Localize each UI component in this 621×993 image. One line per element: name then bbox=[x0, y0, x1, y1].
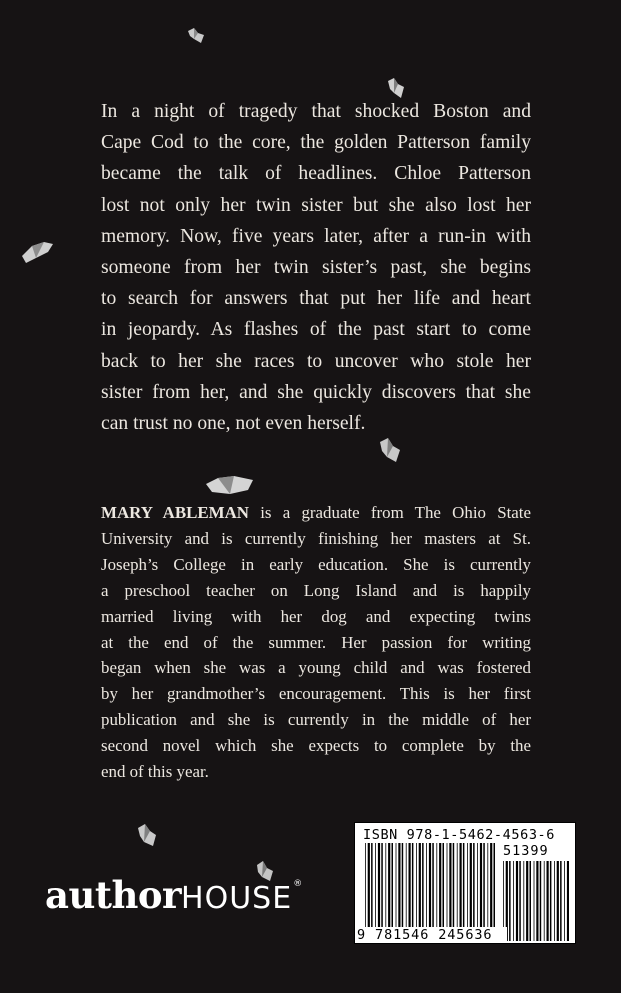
diamond-speck-1 bbox=[186, 27, 206, 45]
registered-mark: ® bbox=[293, 879, 303, 889]
author-name: MARY ABLEMAN bbox=[101, 503, 249, 522]
barcode-bar bbox=[536, 861, 538, 941]
author-bio-first-line bbox=[101, 500, 531, 526]
barcode-bar bbox=[550, 861, 552, 941]
barcode-bar bbox=[530, 861, 532, 941]
barcode-bar bbox=[519, 861, 521, 941]
diamond-speck-4 bbox=[377, 436, 403, 466]
synopsis-line: can trust no one, not even herself. bbox=[101, 413, 366, 435]
author-bio-line: by her grandmother’s encouragement. This is her first bbox=[101, 684, 531, 704]
barcode-bar bbox=[544, 861, 545, 941]
barcode-bar bbox=[513, 861, 514, 941]
author-bio-line: at the end of the summer. Her passion for writing bbox=[101, 632, 531, 652]
publisher-logo-author: author bbox=[45, 873, 182, 917]
barcode-bar bbox=[554, 861, 555, 941]
synopsis-line: someone from her twin sister’s past, she begins bbox=[101, 257, 531, 279]
isbn-text: ISBN 978-1-5462-4563-6 bbox=[363, 827, 556, 843]
author-bio-paragraph bbox=[101, 500, 531, 785]
price-code-text: 51399 bbox=[503, 843, 549, 859]
barcode-bar bbox=[526, 861, 528, 941]
synopsis-line: back to her she races to uncover who stole her bbox=[101, 350, 531, 372]
isbn-barcode bbox=[354, 822, 576, 944]
author-bio-line: Joseph’s College in early education. She is currently bbox=[101, 554, 531, 574]
publisher-logo bbox=[45, 873, 303, 917]
barcode-bar bbox=[567, 861, 569, 941]
synopsis-line: In a night of tragedy that shocked Boston and bbox=[101, 101, 531, 122]
author-bio-line: a preschool teacher on Long Island and is happily bbox=[101, 580, 531, 600]
author-bio-line: end of this year. bbox=[101, 762, 209, 782]
diamond-speck-5 bbox=[204, 474, 256, 496]
synopsis-line: became the talk of headlines. Chloe Patterson bbox=[101, 163, 531, 185]
barcode-bar bbox=[540, 861, 542, 941]
barcode-bar bbox=[557, 861, 559, 941]
author-bio-line: married living with her dog and expecting twins bbox=[101, 606, 531, 626]
diamond-speck-3 bbox=[20, 238, 56, 266]
author-bio-line: second novel which she expects to complete by the bbox=[101, 736, 531, 756]
synopsis-paragraph bbox=[101, 96, 531, 439]
diamond-speck-6 bbox=[135, 822, 159, 850]
author-bio-line: began when she was a young child and was fostered bbox=[101, 658, 531, 678]
barcode-bar bbox=[547, 861, 549, 941]
barcode-bar bbox=[516, 861, 518, 941]
barcode-bar bbox=[534, 861, 535, 941]
synopsis-line: to search for answers that put her life and heart bbox=[101, 288, 531, 310]
barcode-bar bbox=[564, 861, 565, 941]
barcode-bar bbox=[523, 861, 524, 941]
barcode-bar bbox=[509, 861, 511, 941]
author-bio-line: is a graduate from The Ohio State bbox=[248, 503, 531, 522]
author-bio-line: University and is currently finishing her masters at St. bbox=[101, 528, 531, 548]
barcode-bar bbox=[560, 861, 562, 941]
author-bio-line: publication and she is currently in the middle of her bbox=[101, 710, 531, 730]
synopsis-line: sister from her, and she quickly discovers that she bbox=[101, 381, 531, 403]
synopsis-line: in jeopardy. As flashes of the past start to come bbox=[101, 319, 531, 341]
synopsis-line: lost not only her twin sister but she also lost her bbox=[101, 194, 531, 216]
price-barcode-bars bbox=[503, 861, 569, 941]
publisher-logo-house: HOUSE bbox=[181, 881, 293, 916]
ean-digits: 9 781546 245636 bbox=[355, 927, 507, 943]
synopsis-line: memory. Now, five years later, after a run-in with bbox=[101, 225, 531, 247]
synopsis-line: Cape Cod to the core, the golden Patterson family bbox=[101, 132, 531, 154]
